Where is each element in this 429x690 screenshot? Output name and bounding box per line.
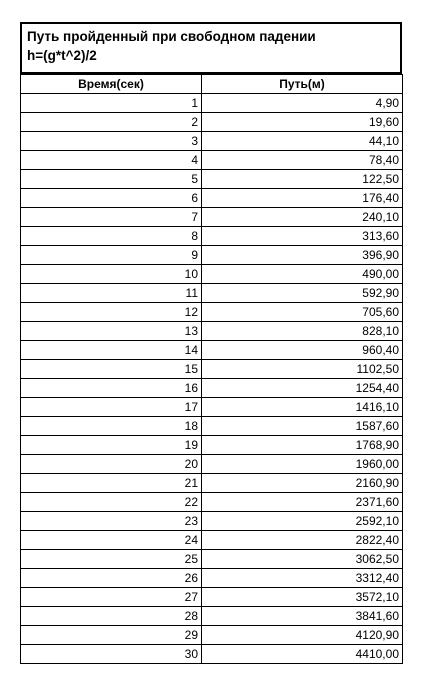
time-cell[interactable]: 28 — [21, 607, 202, 626]
header-distance[interactable]: Путь(м) — [202, 75, 403, 94]
table-row — [21, 379, 403, 398]
time-cell[interactable]: 26 — [21, 569, 202, 588]
table-row — [21, 303, 403, 322]
distance-cell[interactable]: 3572,10 — [202, 588, 403, 607]
table-row — [21, 512, 403, 531]
table-row — [21, 94, 403, 113]
time-cell[interactable]: 16 — [21, 379, 202, 398]
distance-cell[interactable]: 1102,50 — [202, 360, 403, 379]
time-cell[interactable]: 7 — [21, 208, 202, 227]
spreadsheet-sheet — [20, 22, 402, 664]
distance-cell[interactable]: 1960,00 — [202, 455, 403, 474]
table-row — [21, 569, 403, 588]
table-row — [21, 284, 403, 303]
table-row — [21, 341, 403, 360]
time-cell[interactable]: 19 — [21, 436, 202, 455]
distance-cell[interactable]: 176,40 — [202, 189, 403, 208]
table-row — [21, 493, 403, 512]
time-cell[interactable]: 23 — [21, 512, 202, 531]
distance-cell[interactable]: 3062,50 — [202, 550, 403, 569]
table-row — [21, 455, 403, 474]
time-cell[interactable]: 3 — [21, 132, 202, 151]
distance-cell[interactable]: 960,40 — [202, 341, 403, 360]
table-row — [21, 208, 403, 227]
table-row — [21, 607, 403, 626]
table-row — [21, 265, 403, 284]
table-row — [21, 246, 403, 265]
time-cell[interactable]: 22 — [21, 493, 202, 512]
distance-cell[interactable]: 78,40 — [202, 151, 403, 170]
time-cell[interactable]: 11 — [21, 284, 202, 303]
table-body — [21, 94, 403, 664]
distance-cell[interactable]: 19,60 — [202, 113, 403, 132]
table-row — [21, 531, 403, 550]
distance-cell[interactable]: 2160,90 — [202, 474, 403, 493]
table-row — [21, 360, 403, 379]
header-time[interactable]: Время(сек) — [21, 75, 202, 94]
time-cell[interactable]: 15 — [21, 360, 202, 379]
time-cell[interactable]: 21 — [21, 474, 202, 493]
time-cell[interactable]: 10 — [21, 265, 202, 284]
table-row — [21, 227, 403, 246]
distance-cell[interactable]: 313,60 — [202, 227, 403, 246]
distance-cell[interactable]: 396,90 — [202, 246, 403, 265]
time-cell[interactable]: 1 — [21, 94, 202, 113]
table-row — [21, 550, 403, 569]
time-cell[interactable]: 6 — [21, 189, 202, 208]
table-row — [21, 398, 403, 417]
table-row — [21, 626, 403, 645]
time-cell[interactable]: 30 — [21, 645, 202, 664]
table-row — [21, 436, 403, 455]
table-row — [21, 151, 403, 170]
distance-cell[interactable]: 3841,60 — [202, 607, 403, 626]
distance-cell[interactable]: 44,10 — [202, 132, 403, 151]
table-row — [21, 645, 403, 664]
time-cell[interactable]: 12 — [21, 303, 202, 322]
time-cell[interactable]: 9 — [21, 246, 202, 265]
time-cell[interactable]: 2 — [21, 113, 202, 132]
table-row — [21, 322, 403, 341]
time-cell[interactable]: 29 — [21, 626, 202, 645]
distance-cell[interactable]: 1416,10 — [202, 398, 403, 417]
distance-cell[interactable]: 4410,00 — [202, 645, 403, 664]
distance-cell[interactable]: 4120,90 — [202, 626, 403, 645]
title-cell[interactable] — [20, 22, 402, 74]
time-cell[interactable]: 17 — [21, 398, 202, 417]
header-row — [21, 75, 403, 94]
table-row — [21, 588, 403, 607]
time-cell[interactable]: 14 — [21, 341, 202, 360]
table-row — [21, 170, 403, 189]
distance-cell[interactable]: 4,90 — [202, 94, 403, 113]
distance-cell[interactable]: 1768,90 — [202, 436, 403, 455]
distance-cell[interactable]: 828,10 — [202, 322, 403, 341]
time-cell[interactable]: 5 — [21, 170, 202, 189]
distance-cell[interactable]: 2592,10 — [202, 512, 403, 531]
table-row — [21, 113, 403, 132]
time-cell[interactable]: 20 — [21, 455, 202, 474]
distance-cell[interactable]: 3312,40 — [202, 569, 403, 588]
distance-cell[interactable]: 592,90 — [202, 284, 403, 303]
time-cell[interactable]: 4 — [21, 151, 202, 170]
table-row — [21, 417, 403, 436]
distance-cell[interactable]: 1587,60 — [202, 417, 403, 436]
time-cell[interactable]: 24 — [21, 531, 202, 550]
time-cell[interactable]: 27 — [21, 588, 202, 607]
distance-cell[interactable]: 122,50 — [202, 170, 403, 189]
distance-cell[interactable]: 2822,40 — [202, 531, 403, 550]
distance-cell[interactable]: 490,00 — [202, 265, 403, 284]
time-cell[interactable]: 13 — [21, 322, 202, 341]
table-row — [21, 474, 403, 493]
table-row — [21, 189, 403, 208]
time-cell[interactable]: 25 — [21, 550, 202, 569]
data-table — [20, 74, 403, 664]
table-row — [21, 132, 403, 151]
distance-cell[interactable]: 1254,40 — [202, 379, 403, 398]
title-formula: h=(g*t^2)/2 — [27, 48, 97, 63]
time-cell[interactable]: 8 — [21, 227, 202, 246]
title-line-1: Путь пройденный при свободном падении — [27, 29, 316, 44]
time-cell[interactable]: 18 — [21, 417, 202, 436]
distance-cell[interactable]: 240,10 — [202, 208, 403, 227]
distance-cell[interactable]: 2371,60 — [202, 493, 403, 512]
distance-cell[interactable]: 705,60 — [202, 303, 403, 322]
